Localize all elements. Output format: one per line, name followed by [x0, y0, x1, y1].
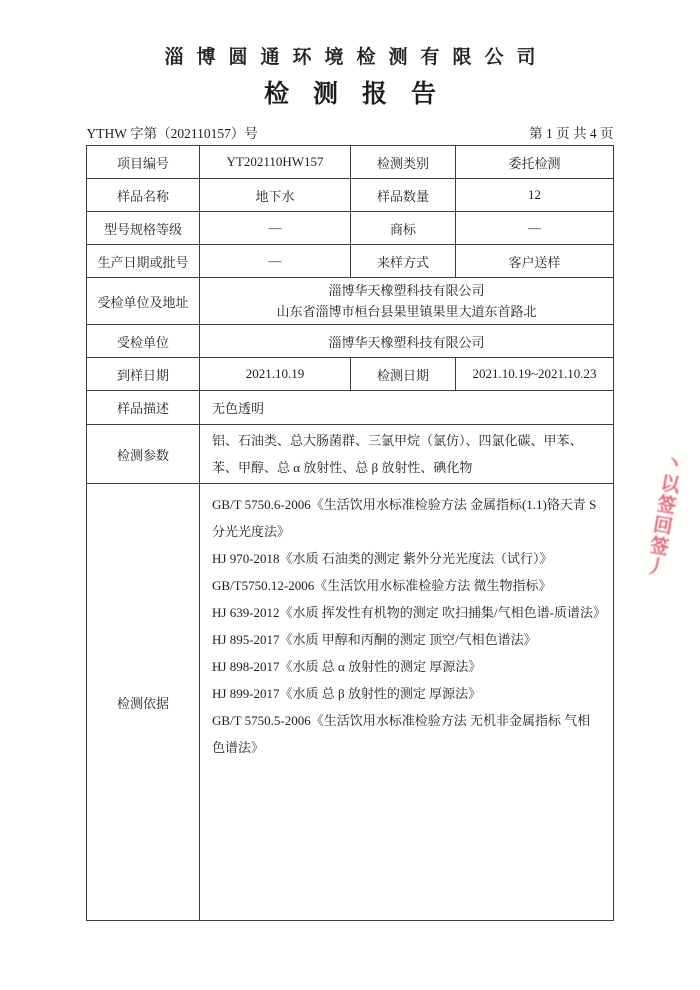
company-name: 淄博圆通环境检测有限公司	[164, 47, 549, 68]
label-sample-qty: 样品数量	[351, 179, 456, 212]
report-title: 检测报告	[263, 81, 460, 108]
value-inspected-unit: 淄博华天橡塑科技有限公司	[200, 325, 614, 358]
value-trademark: —	[456, 212, 614, 245]
table-row-inspected-unit	[87, 325, 614, 358]
label-sample-name: 样品名称	[87, 179, 200, 212]
value-project-no: YT202110HW157	[200, 146, 351, 179]
table-row-client-address	[87, 278, 614, 325]
table-row-dates	[87, 358, 614, 391]
label-client-address: 受检单位及地址	[87, 278, 200, 325]
report-number: YTHW 字第（202110157）号	[86, 126, 258, 141]
report-meta	[87, 122, 614, 142]
value-sample-qty: 12	[456, 179, 614, 212]
label-project-no: 项目编号	[87, 146, 200, 179]
value-sampling-method: 客户送样	[456, 245, 614, 278]
report-info-table	[86, 145, 614, 921]
label-test-category: 检测类别	[351, 146, 456, 179]
red-stamp-fragment: 丶以签回签丿	[641, 451, 685, 579]
label-test-basis: 检测依据	[87, 484, 200, 921]
table-row-production	[87, 245, 614, 278]
label-arrival-date: 到样日期	[87, 358, 200, 391]
value-test-date: 2021.10.19~2021.10.23	[456, 358, 614, 391]
value-client-address	[200, 278, 614, 325]
label-inspected-unit: 受检单位	[87, 325, 200, 358]
value-test-category: 委托检测	[456, 146, 614, 179]
label-sample-description: 样品描述	[87, 391, 200, 425]
value-sample-name: 地下水	[200, 179, 351, 212]
page-indicator: 第 1 页 共 4 页	[529, 126, 614, 141]
label-test-parameters: 检测参数	[87, 425, 200, 484]
value-sample-description: 无色透明	[200, 391, 614, 425]
value-test-basis	[200, 484, 614, 921]
client-address-line: 山东省淄博市桓台县果里镇果里大道东首路北	[276, 304, 537, 319]
value-test-parameters: 铝、石油类、总大肠菌群、三氯甲烷（氯仿）、四氯化碳、甲苯、苯、甲醇、总 α 放射性、总 β 放射性、碘化物	[200, 425, 614, 484]
table-row-test-parameters	[87, 425, 614, 484]
basis-standard-line: GB/T 5750.5-2006《生活饮用水标准检验方法 无机非金属指标 气相色谱法》	[212, 713, 591, 755]
label-trademark: 商标	[351, 212, 456, 245]
value-model-spec: —	[200, 212, 351, 245]
basis-standard-line: HJ 895-2017《水质 甲醇和丙酮的测定 顶空/气相色谱法》	[212, 632, 537, 647]
label-sampling-method: 来样方式	[351, 245, 456, 278]
table-row-sample	[87, 179, 614, 212]
client-company-line: 淄博华天橡塑科技有限公司	[328, 283, 485, 298]
table-row-sample-description	[87, 391, 614, 425]
label-model-spec: 型号规格等级	[87, 212, 200, 245]
basis-standard-line: GB/T5750.12-2006《生活饮用水标准检验方法 微生物指标》	[212, 578, 552, 593]
basis-standard-line: GB/T 5750.6-2006《生活饮用水标准检验方法 金属指标(1.1)铬天青 S 分光光度法》	[212, 497, 597, 539]
value-production-date: —	[200, 245, 351, 278]
basis-standard-line: HJ 970-2018《水质 石油类的测定 紫外分光光度法（试行）》	[212, 551, 553, 566]
label-test-date: 检测日期	[351, 358, 456, 391]
table-row-project	[87, 146, 614, 179]
basis-standard-line: HJ 639-2012《水质 挥发性有机物的测定 吹扫捕集/气相色谱-质谱法》	[212, 605, 606, 620]
basis-standard-line: HJ 898-2017《水质 总 α 放射性的测定 厚源法》	[212, 659, 482, 674]
table-row-model	[87, 212, 614, 245]
value-arrival-date: 2021.10.19	[200, 358, 351, 391]
table-row-test-basis	[87, 484, 614, 921]
basis-standard-line: HJ 899-2017《水质 总 β 放射性的测定 厚源法》	[212, 686, 482, 701]
label-production-date: 生产日期或批号	[87, 245, 200, 278]
